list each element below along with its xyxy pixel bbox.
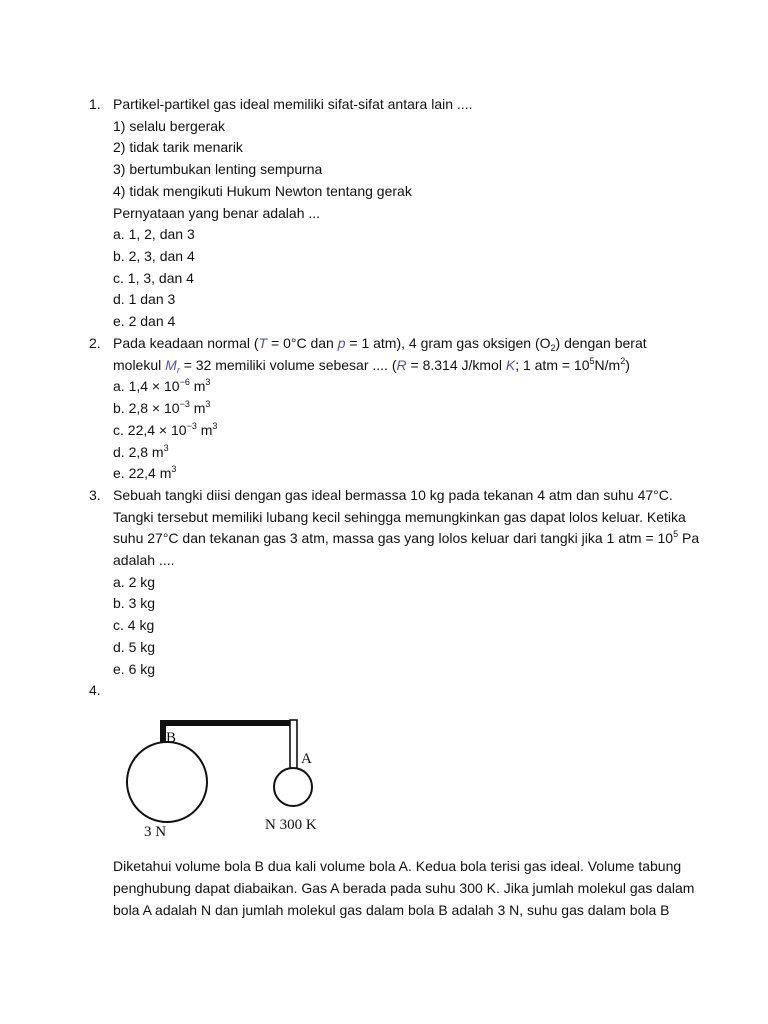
answer-option: e. 22,4 $m^3$: [113, 464, 177, 481]
question-stem-line: Tangki tersebut memiliki lubang kecil sehingga memungkinkan gas dapat lolos keluar. Ketika: [113, 509, 686, 525]
answer-option: d. 1 dan 3: [113, 291, 176, 307]
statement: 2) tidak tarik menarik: [113, 139, 243, 155]
question-stem-line: suhu 27°C dan tekanan gas 3 atm, massa gas yang lolos keluar dari tangki jika 1 atm = $10^5$ Pa: [113, 529, 700, 546]
answer-option: e. 2 dan 4: [113, 313, 176, 329]
bulb-a: [274, 768, 312, 806]
statement: 1) selalu bergerak: [113, 118, 226, 134]
label-a: A: [301, 751, 312, 767]
question-stem-line: bola A adalah N dan jumlah molekul gas dalam bola B adalah 3 N, suhu gas dalam bola B: [113, 902, 670, 918]
answer-option: b. $2,8 \times 10^{-3}$ $m^3$: [113, 399, 211, 416]
question-stem-line: Diketahui volume bola B dua kali volume bola A. Kedua bola terisi gas ideal. Volume tabung: [113, 858, 682, 874]
answer-option: a. $1,4 \times 10^{-6}$ $m^3$: [113, 377, 211, 394]
answer-option: e. 6 kg: [113, 661, 156, 677]
tube-a-stem: [290, 720, 297, 772]
question-number: 4.: [89, 682, 101, 698]
answer-option: b. 2, 3, dan 4: [113, 248, 195, 264]
answer-option: c. 1, 3, dan 4: [113, 270, 194, 286]
answer-option: a. 1, 2, dan 3: [113, 226, 195, 242]
question-stem: Partikel-partikel gas ideal memiliki sifat-sifat antara lain ....: [113, 96, 473, 112]
question-number: 2.: [89, 335, 101, 351]
question-stem-line: Pada keadaan normal (T = 0°C dan p = 1 atm), 4 gram gas oksigen $(O_2)$ dengan berat: [113, 335, 647, 353]
label-b: B: [166, 730, 177, 746]
answer-option: b. 3 kg: [113, 595, 156, 611]
question-stem-line: Sebuah tangki diisi dengan gas ideal bermassa 10 kg pada tekanan 4 atm dan suhu 47°C.: [113, 487, 673, 503]
answer-option: c. $22,4 \times 10^{-3}$ $m^3$: [113, 421, 218, 438]
statement: 4) tidak mengikuti Hukum Newton tentang gerak: [113, 183, 412, 199]
caption-bulb-a: N 300 K: [265, 817, 317, 833]
answer-option: d. 2,8 $m^3$: [113, 443, 169, 460]
connecting-tube: [160, 720, 296, 726]
question-stem-line: molekul $M_r = 32$ memiliki volume sebesar .... (R = 8.314 J/kmol K; 1 atm = $10^5N/m^2$): [113, 356, 630, 375]
question-stem-line: adalah ....: [113, 552, 175, 568]
bulb-b: [127, 742, 207, 822]
caption-bulb-b: 3 N: [144, 824, 167, 840]
question-prompt: Pernyataan yang benar adalah ...: [113, 205, 321, 221]
question-stem-line: penghubung dapat diabaikan. Gas A berada pada suhu 300 K. Jika jumlah molekul gas dalam: [113, 880, 695, 896]
answer-option: c. 4 kg: [113, 617, 155, 633]
question-number: 1.: [89, 96, 101, 112]
answer-option: d. 5 kg: [113, 639, 156, 655]
two-bulb-diagram: [110, 712, 350, 842]
question-number: 3.: [89, 487, 101, 503]
answer-option: a. 2 kg: [113, 574, 156, 590]
statement: 3) bertumbukan lenting sempurna: [113, 161, 323, 177]
